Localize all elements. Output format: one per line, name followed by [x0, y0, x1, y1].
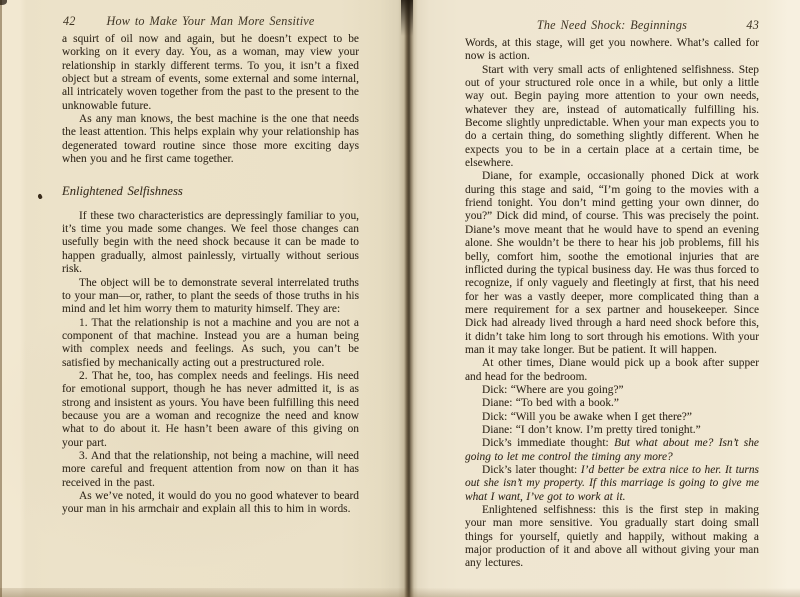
left-text-column: [62, 33, 359, 517]
gutter-shadow: [401, 0, 413, 36]
paragraph: [62, 370, 359, 450]
paragraph: [465, 357, 759, 384]
paragraph: [465, 37, 759, 64]
paragraph: [465, 437, 759, 464]
paragraph: [62, 490, 359, 517]
text-run: Diane: “I don’t know. I’m pretty tired tonight.”: [482, 423, 701, 436]
ink-speck: [37, 193, 43, 199]
right-page: [465, 18, 759, 571]
paragraph: [62, 210, 359, 277]
section-heading: [62, 185, 359, 198]
scan-corner-artifact: [0, 0, 7, 5]
text-run: If these two characteristics are depressingly familiar to you, it’s time you made some changes. We feel those changes can usefully begin with the need shock because it can be made to happen gradually, almost painlessly, virtually without serious risk.: [62, 209, 359, 276]
text-run: a squirt of oil now and again, but he doesn’t expect to be working on it every day. You, as a woman, may view your relationship in starkly different terms. To you, it isn’t a fixed object but a stream of events, some external and some internal, all intricately woven together from the past to the present to the unknowable future.: [62, 33, 359, 112]
paragraph: [465, 504, 759, 571]
right-running-header: The Need Shock: Beginnings: [536, 18, 688, 32]
left-page-header: [62, 14, 359, 33]
paragraph: [465, 64, 759, 171]
left-running-header: How to Make Your Man More Sensitive: [106, 14, 315, 28]
paragraph: [62, 277, 359, 317]
text-run: Dick: “Will you be awake when I get there?”: [482, 410, 692, 423]
paragraph: [465, 424, 759, 437]
right-page-number: 43: [746, 18, 759, 32]
text-run: Diane, for example, occasionally phoned Dick at work during this stage and said, “I’m going to the movies with a friend tonight. You don’t mind getting your own dinner, do you?” Dick did mind, of course. This was precisely the point. Diane’s move meant that he would have to spend an evening alone. She wouldn’t be there to hear his job problems, fill his belly, comfort him, soothe the emotional injuries that are inflicted during the typical business day. He was thus forced to recognize, if only vaguely and fleetingly at first, that his need for her was a vastly deeper, more complicated thing than a mere requirement for a sex partner and housekeeper. Since Dick had already lived through a hard need shock before this, it didn’t take him long to sort through his emotions. With your man it may take longer. But be patient. It will happen.: [465, 170, 759, 356]
text-run: The object will be to demonstrate several interrelated truths to your man—or, rather, to plant the seeds of those truths in his mind and let him worry them to maturity himself. They are:: [62, 276, 359, 316]
left-page-number: 42: [63, 14, 76, 28]
paragraph: [465, 411, 759, 424]
text-run: Dick: “Where are you going?”: [482, 383, 624, 396]
paragraph: [62, 317, 359, 370]
text-run: Enlightened Selfishness: [62, 184, 183, 199]
text-run: Words, at this stage, will get you nowhere. What’s called for now is action.: [465, 37, 759, 63]
right-page-header: [465, 18, 759, 37]
italic-text-run: But what about me? Isn’t she going to let me control the timing any more?: [465, 437, 759, 463]
italic-text-run: I’d better be extra nice to her. It turns out she isn’t my property. If this marriage is going to give me what I want, I’ve got to work at it.: [465, 464, 759, 503]
text-run: As we’ve noted, it would do you no good whatever to beard your man in his armchair and explain all this to him in words.: [62, 490, 359, 516]
paragraph: [465, 397, 759, 410]
text-run: As any man knows, the best machine is the one that needs the least attention. This helps explain why your relationship has degenerated toward routine since those more exciting days when you and he first came together.: [62, 113, 359, 166]
left-page: [62, 14, 359, 517]
text-run: 1. That the relationship is not a machine and you are not a component of that machine. Instead you are a human being with complex needs and feelings. As such, you can’t be satisfied by mechanically acting out a prestructured role.: [62, 316, 359, 369]
paragraph: [62, 450, 359, 490]
text-run: Dick’s immediate thought:: [482, 437, 615, 450]
text-run: 2. That he, too, has complex needs and feelings. His need for emotional support, though he has never admitted it, is as strong and insistent as yours. You have been fulfilling this need because you are a woman and recognize the need and know what to do about it. He hasn’t been aware of this giving on your part.: [62, 369, 359, 449]
page-bottom-shade: [0, 588, 800, 597]
text-run: Diane: “To bed with a book.”: [482, 397, 619, 410]
text-run: 3. And that the relationship, not being a machine, will need more careful and frequent attention from now on than it has received in the past.: [62, 449, 359, 489]
text-run: At other times, Diane would pick up a book after supper and head for the bedroom.: [465, 357, 759, 383]
text-run: Dick’s later thought:: [482, 464, 581, 476]
text-run: Enlightened selfishness: this is the first step in making your man more sensitive. You gradually start doing small things for yourself, quietly and happily, without making a major production of it and above all without giving your man any lectures.: [465, 504, 759, 570]
paragraph: [465, 170, 759, 357]
paragraph: [62, 33, 359, 113]
paragraph: [465, 464, 759, 504]
right-text-column: [465, 37, 759, 571]
text-run: Start with very small acts of enlightened selfishness. Step out of your structured role once in a while, but only a little way out. Begin paying more attention to your own needs, whatever they are, instead of automatically fulfilling his. Become slightly unpredictable. When your man expects you to do a certain thing, do something slightly different. When he expects you to be in a certain place at a certain time, be elsewhere.: [465, 63, 759, 170]
paragraph: [62, 113, 359, 166]
paragraph: [465, 384, 759, 397]
